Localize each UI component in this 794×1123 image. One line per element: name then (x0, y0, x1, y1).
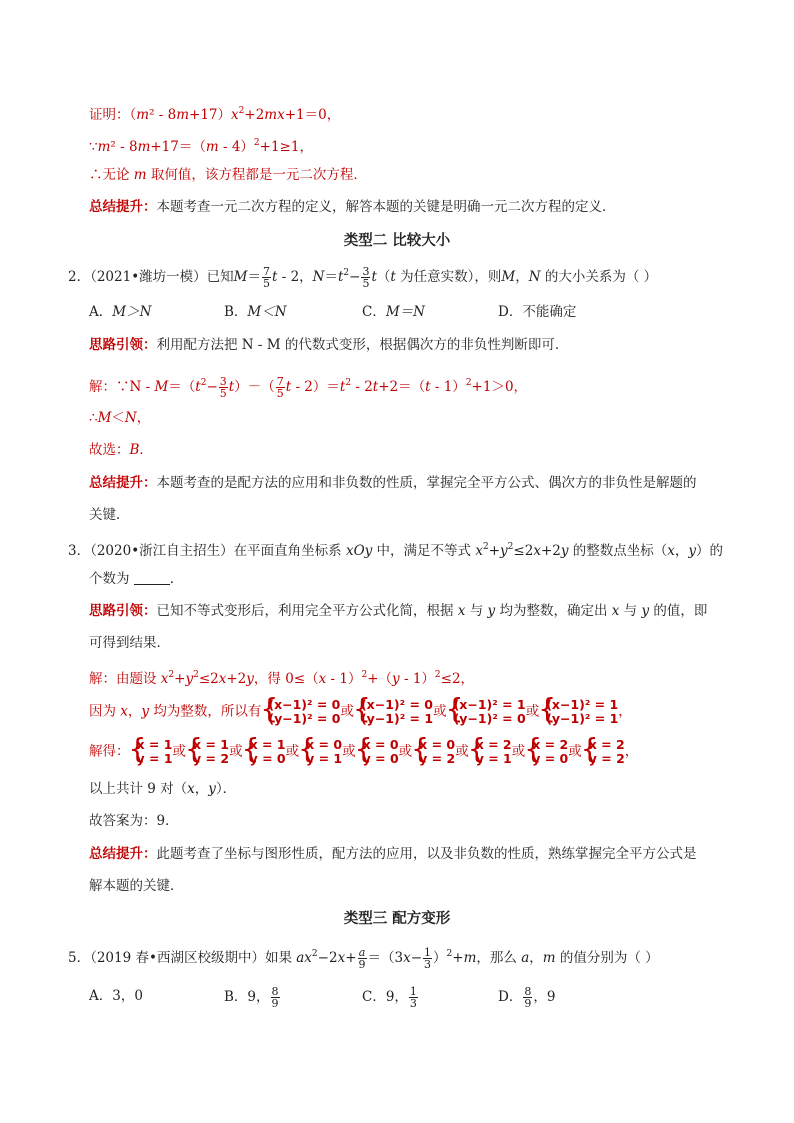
q2-option-b: B．M＜N (224, 304, 287, 320)
equation-system: { x = 2 y = 1 (469, 738, 512, 766)
fraction: $\frac{3}{5}$ (219, 375, 227, 400)
q2-option-a: A．M＞N (89, 304, 152, 320)
q3-answer: 故答案为：9． (89, 813, 179, 829)
proof-line-1: 证明：$(m^2 - 8m+17)x^2+2mx+1=0$， (89, 106, 341, 123)
fraction: $\frac{a}{9}$ (358, 946, 366, 971)
equation-system: { (x−1)² = 1 (y−1)² = 1 (539, 698, 618, 726)
equation-system: { x = 1 y = 1 (130, 738, 173, 766)
proof-line-2: ∵m² - 8m+17＝（m - 4）$^2$+1≥1， (89, 138, 313, 155)
q5-option-a: A．3，0 (89, 988, 143, 1004)
fraction: $\frac{1}{3}$ (409, 985, 417, 1010)
q2-stem: 2．（2021•潍坊一模）已知M＝ $\frac{7}{5}$ t - 2，$N=t^2-$ $\frac{3}{5}$ t（t 为任意实数），则M，N 的大小关系为（ ） (68, 265, 658, 290)
q3-hint-cont: 可得到结果． (89, 635, 170, 651)
q2-summary: 总结提升：本题考查的是配方法的应用和非负数的性质，掌握完全平方公式、偶次方的非负性是解题的 (89, 475, 697, 491)
fraction: $\frac{8}{9}$ (271, 985, 279, 1010)
fraction: $\frac{7}{5}$ (263, 265, 270, 290)
type2-heading: 类型二 比较大小 (343, 233, 451, 249)
q5-option-d: D． $\frac{8}{9}$ ，9 (498, 985, 556, 1010)
q2-option-d: D．不能确定 (498, 304, 577, 320)
fraction: $\frac{1}{3}$ (424, 946, 432, 971)
q2-summary-cont: 关键． (89, 507, 130, 523)
equation-system: { (x−1)² = 0 (y−1)² = 1 (354, 698, 433, 726)
proof-line-3: ∴无论 m 取何值，该方程都是一元二次方程． (89, 167, 367, 183)
equation-system: { (x−1)² = 0 (y−1)² = 0 (261, 698, 340, 726)
equation-system: { x = 0 y = 2 (412, 738, 455, 766)
q3-summary-cont: 解本题的关键． (89, 878, 184, 894)
equation-system: { x = 0 y = 1 (299, 738, 342, 766)
q5-stem: 5．（2019 春•西湖区校级期中）如果 $ax^2-2x+$ $\frac{a}{9}$ ＝（3x− $\frac{1}{3}$ ）$^2$+m，那么 a，m 的值分别为（ ） (68, 946, 659, 971)
q3-cases: 因为 x，y 均为整数，所以有 { (x−1)² = 0 (y−1)² = 0 或 { (x−1)² = 0 (y−1)² = 1 或 { (x−1)² = 1 (y−1)² = 0 或 { (x−1)² = 1 (y−1)² = 1 ， (89, 698, 632, 726)
q2-therefore: ∴M＜N， (89, 410, 151, 426)
q5-option-b: B．9， $\frac{8}{9}$ (224, 985, 279, 1010)
q3-summary: 总结提升：此题考查了坐标与图形性质，配方法的应用，以及非负数的性质，熟练掌握完全平方公式是 (89, 846, 697, 862)
proof-summary: 总结提升：本题考查一元二次方程的定义，解答本题的关键是明确一元二次方程的定义． (89, 199, 616, 215)
answer-blank (134, 572, 170, 585)
q3-stem-cont: 个数为 ． (89, 571, 184, 587)
q2-answer: 故选：B． (89, 442, 153, 458)
fraction: $\frac{8}{9}$ (524, 985, 532, 1010)
q3-results: 解得： { x = 1 y = 1 或 { x = 1 y = 2 或 { x = 1 y = 0 或 { x = 0 y = 1 或 { x = 0 y = 0 或 { x = 0 y = 2 或 { x = 2 y = 1 或 { x = 2 y = 0 或 { x = 2 y = 2 ， (89, 738, 638, 766)
equation-system: { x = 1 y = 2 (186, 738, 229, 766)
fraction: $\frac{7}{5}$ (276, 375, 284, 400)
q2-hint: 思路引领：利用配方法把 N - M 的代数式变形，根据偶次方的非负性判断即可． (89, 337, 569, 353)
q2-option-c: C．M＝N (362, 304, 425, 320)
q3-total: 以上共计 9 对（x，y）． (89, 781, 237, 797)
equation-system: { x = 0 y = 0 (356, 738, 399, 766)
q5-option-c: C．9， $\frac{1}{3}$ (362, 985, 417, 1010)
q2-solution: 解：∵N - $M=(t^2-$ $\frac{3}{5}$ t）－（ $\frac{7}{5}$ $t - 2)=t^2 - 2t+2=(t - 1)^2+1>0$， (89, 375, 528, 400)
summary-label: 总结提升： (89, 199, 157, 215)
equation-system: { (x−1)² = 1 (y−1)² = 0 (447, 698, 526, 726)
equation-system: { x = 2 y = 2 (582, 738, 625, 766)
q3-solution: 解：由题设 $x^2+y^2\le 2x+2y$，得 0≤（x - 1）$^2$+（y - 1）$^2$≤2， (89, 670, 475, 687)
equation-system: { x = 2 y = 0 (525, 738, 568, 766)
q3-stem: 3．（2020•浙江自主招生）在平面直角坐标系 xOy 中，满足不等式 $x^2+y^2\le 2x+2y$ 的整数点坐标（x，y）的 (68, 542, 724, 559)
type3-heading: 类型三 配方变形 (343, 911, 451, 927)
fraction: $\frac{3}{5}$ (362, 265, 370, 290)
q3-hint: 思路引领：已知不等式变形后，利用完全平方公式化简，根据 x 与 y 均为整数，确定出 x 与 y 的值，即 (89, 603, 708, 619)
equation-system: { x = 1 y = 0 (243, 738, 286, 766)
